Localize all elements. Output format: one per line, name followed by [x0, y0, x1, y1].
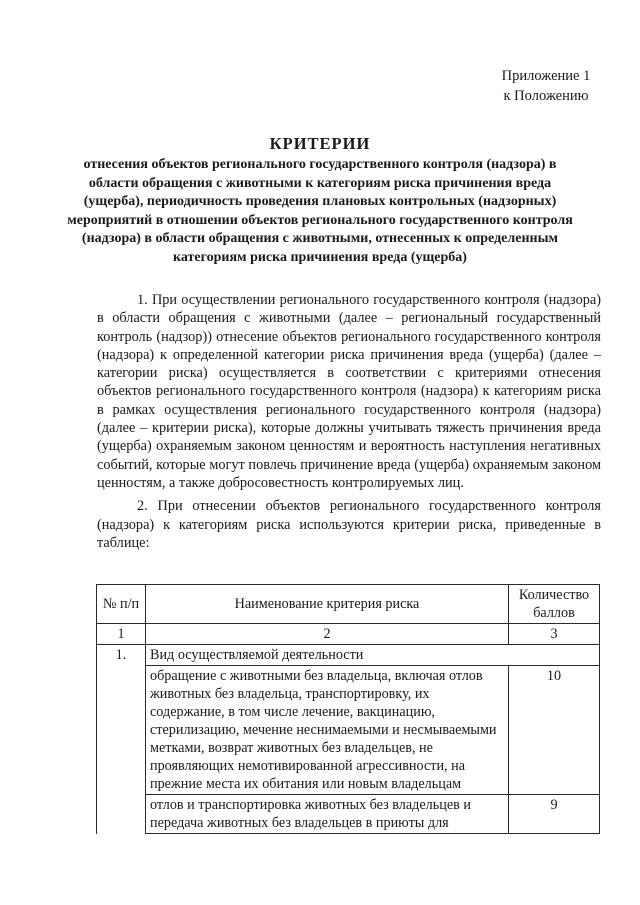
- table-index-row: [97, 624, 600, 645]
- criteria-table: [96, 584, 600, 834]
- section-number: 1.: [97, 645, 146, 666]
- criterion-points: 10: [509, 666, 600, 795]
- document-title: КРИТЕРИИ: [269, 134, 371, 153]
- table-row: [97, 666, 600, 795]
- index-cell-2: 2: [146, 624, 509, 645]
- appendix-regulation-line: к Положению: [503, 88, 589, 104]
- header-number: № п/п: [97, 585, 146, 624]
- table-row: [97, 795, 600, 834]
- criterion-name: отлов и транспортировка животных без владельцев и передача животных без владельцев в приюты для: [146, 795, 509, 834]
- index-cell-1: 1: [97, 624, 146, 645]
- table-header-row: [97, 585, 600, 624]
- paragraph-2: 2. При отнесении объектов регионального государственного контроля (надзора) к категориям риска используются критерии риска, приведенные в таблице:: [97, 498, 601, 551]
- document-heading: [60, 134, 580, 268]
- document-body: [97, 291, 601, 552]
- document-subtitle: отнесения объектов регионального государственного контроля (надзора) в области обращения с животными к категориям риска причинения вреда (ущерба), периодичность проведения плановых контрольных (надзорных) мероприятий в отношении объектов регионального государственного контроля (надзора) в области обращения с животными, отнесенных к определенным категориям риска причинения вреда (ущерба): [67, 157, 573, 265]
- paragraph-1: 1. При осуществлении регионального государственного контроля (надзора) в области обращения с животными (далее – региональный государственный контроль (надзор)) отнесение объектов регионального государственного контроля (надзора) к определенной категории риска причинения вреда (ущерба) (далее – категории риска) осуществляется в соответствии с критериями отнесения объектов регионального государственного контроля (надзора) к категориям риска в рамках осуществления регионального государственного контроля (надзора) (далее – критерии риска), которые должны учитывать тяжесть причинения вреда (ущерба) охраняемым законом ценностям и вероятность наступления негативных событий, которые могут повлечь причинение вреда (ущерба) охраняемым законом ценностям, а также добросовестность контролируемых лиц.: [97, 292, 601, 491]
- criterion-name: обращение с животными без владельца, включая отлов животных без владельца, транспортировку, их содержание, в том числе лечение, вакцинацию, стерилизацию, мечение неснимаемыми и несмываемыми метками, возврат животных без владельцев, не проявляющих немотивированной агрессивности, на прежние места их обитания или новым владельцам: [146, 666, 509, 795]
- header-criterion-name: Наименование критерия риска: [146, 585, 509, 624]
- appendix-reference: [486, 66, 606, 106]
- empty-number-cell: [97, 795, 146, 834]
- empty-number-cell: [97, 666, 146, 795]
- index-cell-3: 3: [509, 624, 600, 645]
- table-section-row: [97, 645, 600, 666]
- appendix-line: Приложение 1: [501, 68, 591, 84]
- header-points: Количество баллов: [509, 585, 600, 624]
- section-title: Вид осуществляемой деятельности: [146, 645, 600, 666]
- criterion-points: 9: [509, 795, 600, 834]
